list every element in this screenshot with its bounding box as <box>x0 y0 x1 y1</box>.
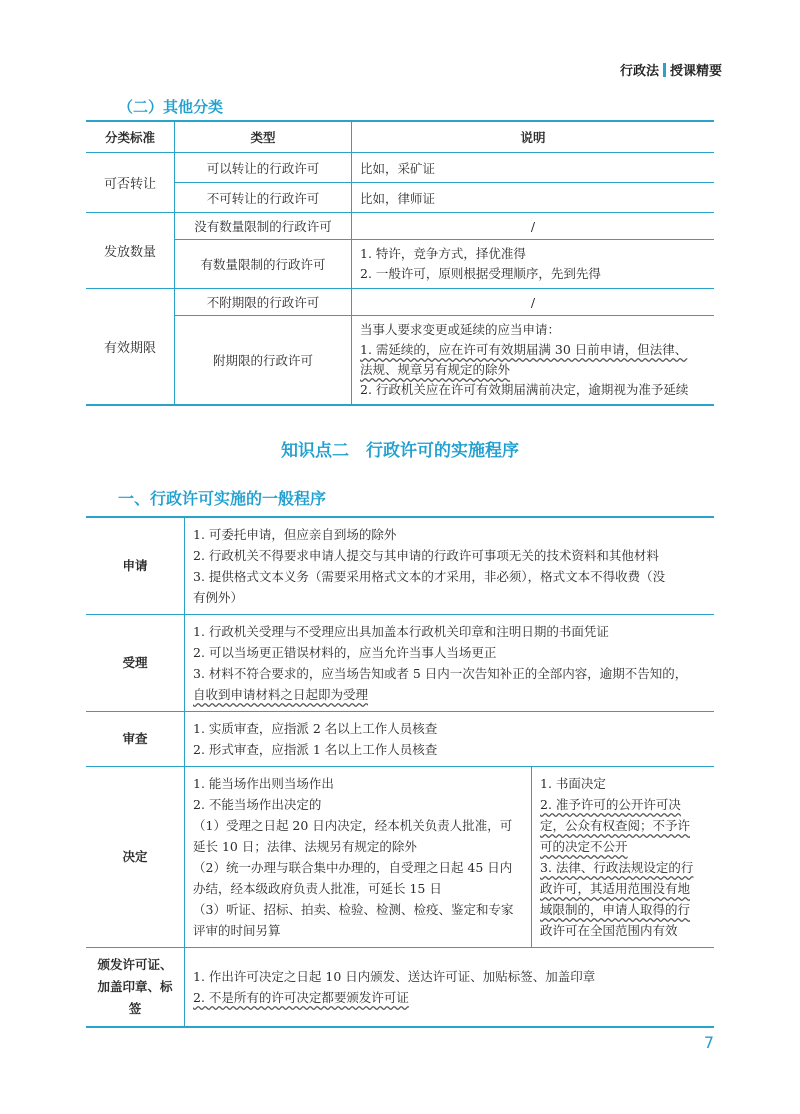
col-header-note: 说明 <box>352 121 715 153</box>
content-line: 3. 法律、行政法规设定的行 <box>540 860 694 875</box>
header-book: 行政法 <box>619 64 659 79</box>
stage-name: 申请 <box>86 517 185 615</box>
section-title-general-procedure: 一、行政许可实施的一般程序 <box>118 489 327 508</box>
type-cell: 不附期限的行政许可 <box>175 289 352 316</box>
stage-name: 审查 <box>86 712 185 767</box>
note-cell: / <box>352 289 715 316</box>
stage-name: 受理 <box>86 615 185 712</box>
note-line: 1. 需延续的，应在许可有效期届满 30 日前申请，但法律、 <box>360 342 688 357</box>
note-line: 2. 行政机关应在许可有效期届满前决定，逾期视为准予延续 <box>360 382 689 397</box>
section-title-other-classification: （二）其他分类 <box>118 98 224 116</box>
content-line: 2. 准予许可的公开许可决 <box>540 797 681 812</box>
stage-content <box>185 517 715 615</box>
col-header-type: 类型 <box>175 121 352 153</box>
stage-content <box>185 712 715 767</box>
content-line: 1. 作出许可决定之日起 10 日内颁发、送达许可证、加贴标签、加盖印章 <box>193 969 596 984</box>
knowledge-point-title: 知识点二 行政许可的实施程序 <box>281 441 519 461</box>
content-line: （1）受理之日起 20 日内决定，经本机关负责人批准，可 <box>193 818 513 833</box>
content-line: 2. 不能当场作出决定的 <box>193 797 322 812</box>
stage-content <box>185 615 715 712</box>
content-line: 办结，经本级政府负责人批准，可延长 15 日 <box>193 881 442 896</box>
note-line: 1. 特许，竞争方式，择优准得 <box>360 246 526 261</box>
content-line: 延长 10 日；法律、法规另有规定的除外 <box>193 839 417 854</box>
category-cell: 有效期限 <box>86 289 175 406</box>
content-line: 1. 实质审查，应指派 2 名以上工作人员核查 <box>193 721 438 736</box>
content-line: 1. 书面决定 <box>540 776 606 791</box>
content-line: 3. 材料不符合要求的，应当场告知或者 5 日内一次告知补正的全部内容，逾期不告知的， <box>193 666 688 681</box>
note-line: 法规、规章另有规定的除外 <box>360 362 511 377</box>
classification-table <box>86 120 714 406</box>
content-line: 定，公众有权查阅；不予许 <box>540 818 691 833</box>
note-cell: / <box>352 213 715 240</box>
stage-name: 决定 <box>86 767 185 948</box>
content-line: 政许可在全国范围内有效 <box>540 923 678 938</box>
note-line: 当事人要求变更或延续的应当申请： <box>360 322 561 337</box>
content-line: （2）统一办理与联合集中办理的，自受理之日起 45 日内 <box>193 860 513 875</box>
content-line: 2. 行政机关不得要求申请人提交与其申请的行政许可事项无关的技术资料和其他材料 <box>193 548 659 563</box>
running-header <box>620 60 722 79</box>
category-cell: 可否转让 <box>86 153 175 213</box>
type-cell: 有数量限制的行政许可 <box>175 240 352 289</box>
page-number: 7 <box>703 1033 714 1052</box>
content-line: 政许可，其适用范围没有地 <box>540 881 691 896</box>
col-header-standard: 分类标准 <box>86 121 175 153</box>
content-line: 1. 可委托申请，但应亲自到场的除外 <box>193 527 397 542</box>
content-line: （3）听证、招标、拍卖、检验、检测、检疫、鉴定和专家 <box>193 902 514 917</box>
content-line: 域限制的，申请人取得的行 <box>540 902 691 917</box>
content-line: 评审的时间另算 <box>193 923 281 938</box>
note-line: 2. 一般许可，原则根据受理顺序，先到先得 <box>360 266 601 281</box>
content-line: 2. 形式审查，应指派 1 名以上工作人员核查 <box>193 742 438 757</box>
procedure-table <box>86 516 714 1028</box>
content-line: 可的决定不公开 <box>540 839 628 854</box>
type-cell: 没有数量限制的行政许可 <box>175 213 352 240</box>
decision-left-content <box>185 767 532 948</box>
content-line: 1. 行政机关受理与不受理应出具加盖本行政机关印章和注明日期的书面凭证 <box>193 624 609 639</box>
type-cell: 附期限的行政许可 <box>175 316 352 406</box>
content-line: 2. 不是所有的许可决定都要颁发许可证 <box>193 990 409 1005</box>
header-section: 授课精要 <box>669 64 722 79</box>
note-cell: 比如，律师证 <box>352 183 715 213</box>
content-line: 自收到申请材料之日起即为受理 <box>193 687 369 702</box>
note-cell: 比如，采矿证 <box>352 153 715 183</box>
category-cell: 发放数量 <box>86 213 175 289</box>
note-cell <box>352 316 715 406</box>
header-divider <box>663 63 666 77</box>
type-cell: 不可转让的行政许可 <box>175 183 352 213</box>
content-line: 3. 提供格式文本义务（需要采用格式文本的才采用，非必须），格式文本不得收费（没 <box>193 569 666 584</box>
note-cell <box>352 240 715 289</box>
decision-right-content <box>532 767 715 948</box>
stage-name: 颁发许可证、 加盖印章、标签 <box>86 948 185 1028</box>
stage-content <box>185 948 715 1028</box>
type-cell: 可以转让的行政许可 <box>175 153 352 183</box>
content-line: 有例外） <box>193 590 244 605</box>
content-line: 2. 可以当场更正错误材料的，应当允许当事人当场更正 <box>193 645 497 660</box>
content-line: 1. 能当场作出则当场作出 <box>193 776 334 791</box>
